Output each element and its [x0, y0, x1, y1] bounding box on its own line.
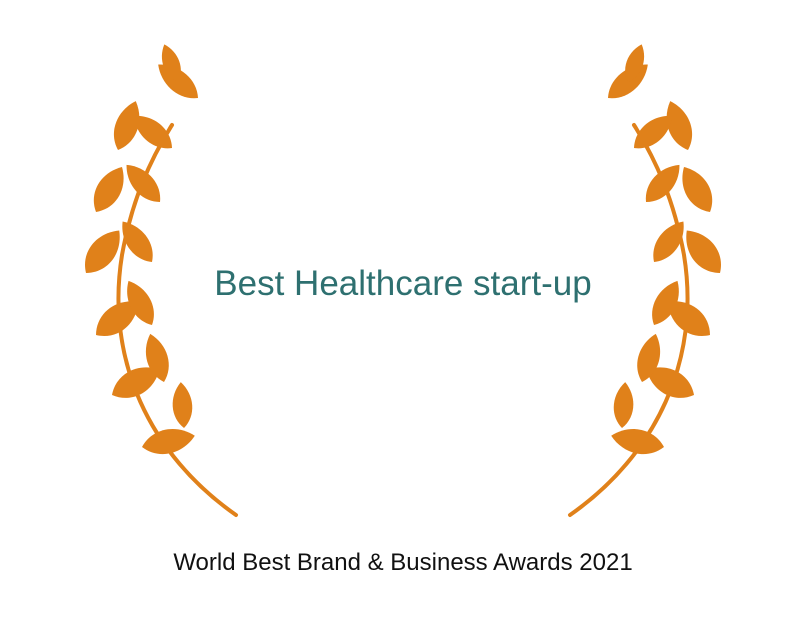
laurel-leaf [86, 161, 133, 218]
laurel-leaf [609, 424, 667, 459]
award-event-name: World Best Brand & Business Awards 2021 [173, 549, 633, 576]
laurel-leaf [638, 158, 687, 209]
laurel-leaf [119, 158, 168, 209]
laurel-leaf [171, 381, 194, 428]
laurel-leaf [612, 381, 635, 428]
laurel-leaf [140, 424, 198, 459]
award-title: Best Healthcare start-up [214, 264, 592, 303]
laurel-leaf [674, 161, 721, 218]
